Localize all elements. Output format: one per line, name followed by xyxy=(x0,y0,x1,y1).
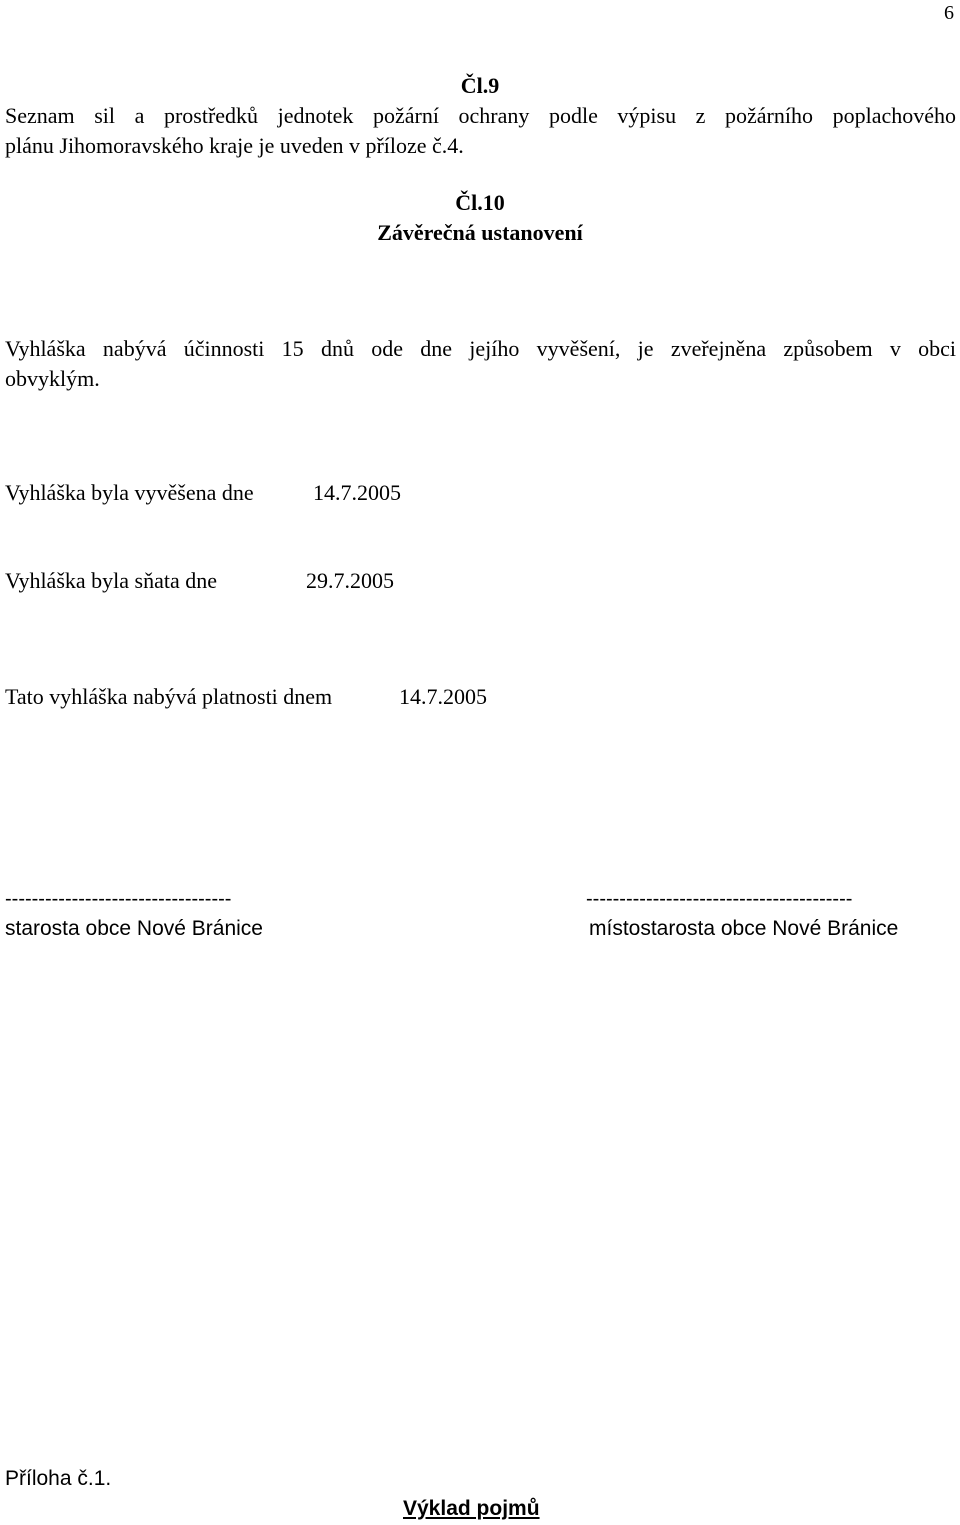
signature-line-left: ---------------------------------- xyxy=(5,888,232,910)
removed-label: Vyhláška byla sňata dne xyxy=(5,568,217,593)
signature-line-right: ---------------------------------------- xyxy=(586,888,853,910)
page-number: 6 xyxy=(944,2,954,24)
validity-label: Tato vyhláška nabývá platnosti dnem xyxy=(5,684,333,709)
posted-label: Vyhláška byla vyvěšena dne xyxy=(5,480,254,505)
appendix-label: Příloha č.1. xyxy=(5,1467,112,1490)
article-10-subheading: Závěrečná ustanovení xyxy=(377,220,583,245)
signature-title-left: starosta obce Nové Bránice xyxy=(5,917,263,940)
article-10-text-line-2: obvyklým. xyxy=(5,366,100,391)
article-9-text-line-1: Seznam sil a prostředků jednotek požární ochrany podle výpisu z požárního poplachového xyxy=(5,103,956,128)
article-9-text-line-2: plánu Jihomoravského kraje je uveden v příloze č.4. xyxy=(5,133,464,158)
appendix-title: Výklad pojmů xyxy=(403,1497,540,1520)
removed-date: 29.7.2005 xyxy=(306,568,394,593)
signature-title-right: místostarosta obce Nové Bránice xyxy=(589,917,899,940)
article-10-text-line-1: Vyhláška nabývá účinnosti 15 dnů ode dne jejího vyvěšení, je zveřejněna způsobem v obci xyxy=(5,336,956,361)
validity-date: 14.7.2005 xyxy=(399,684,487,709)
article-9-heading: Čl.9 xyxy=(460,73,500,98)
posted-date: 14.7.2005 xyxy=(313,480,401,505)
article-10-heading: Čl.10 xyxy=(455,190,505,215)
